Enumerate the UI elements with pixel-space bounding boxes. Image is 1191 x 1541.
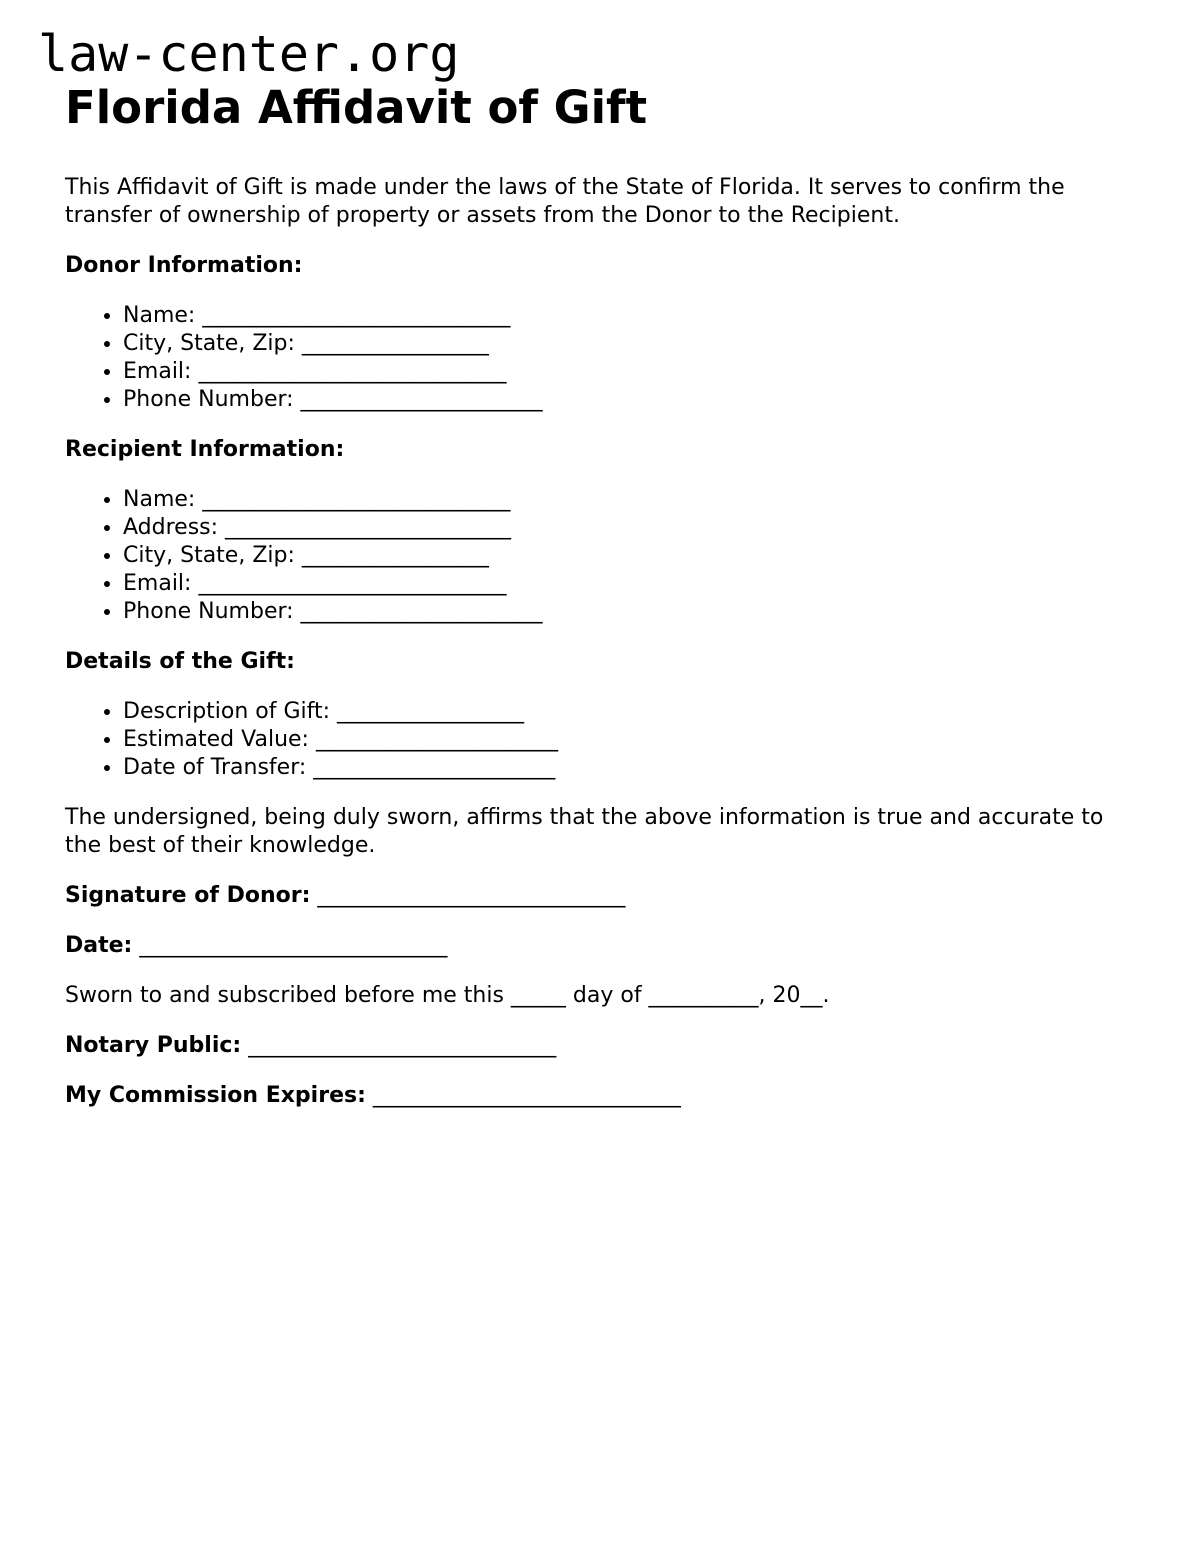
blank-line: ____________________________ bbox=[202, 487, 511, 512]
gift-estimated-value-field bbox=[123, 726, 1125, 754]
blank-line: ____________________________ bbox=[139, 933, 448, 958]
donor-section-heading: Donor Information: bbox=[65, 253, 303, 278]
blank-line: _________________ bbox=[337, 699, 525, 724]
blank-line: ____________________________ bbox=[317, 883, 626, 908]
blank-line: ______________________ bbox=[300, 387, 543, 412]
field-label: Email: bbox=[123, 359, 192, 384]
field-label: Phone Number: bbox=[123, 387, 294, 412]
date-line bbox=[65, 932, 1125, 960]
blank-line: ____________________________ bbox=[198, 359, 507, 384]
commission-expires-line bbox=[65, 1082, 1125, 1110]
donor-fields-list bbox=[65, 302, 1125, 414]
recipient-phone-field bbox=[123, 598, 1125, 626]
field-label: Signature of Donor: bbox=[65, 883, 311, 908]
field-label: Date: bbox=[65, 933, 133, 958]
donor-phone-field bbox=[123, 386, 1125, 414]
gift-description-field bbox=[123, 698, 1125, 726]
site-logo: law-center.org bbox=[38, 25, 460, 83]
field-label: Name: bbox=[123, 303, 196, 328]
blank-line: ____________________________ bbox=[248, 1033, 557, 1058]
notary-public-line bbox=[65, 1032, 1125, 1060]
recipient-name-field bbox=[123, 486, 1125, 514]
blank-line: ______________________ bbox=[315, 727, 558, 752]
blank-line: ______________________ bbox=[300, 599, 543, 624]
blank-line: ______________________ bbox=[313, 755, 556, 780]
field-label: Address: bbox=[123, 515, 219, 540]
signature-of-donor-line bbox=[65, 882, 1125, 910]
gift-fields-list bbox=[65, 698, 1125, 782]
sworn-statement-line: Sworn to and subscribed before me this _____ day of __________, 20__. bbox=[65, 983, 830, 1008]
recipient-address-field bbox=[123, 514, 1125, 542]
field-label: Email: bbox=[123, 571, 192, 596]
page-title: Florida Affidavit of Gift bbox=[65, 81, 648, 134]
blank-line: ____________________________ bbox=[198, 571, 507, 596]
field-label: Estimated Value: bbox=[123, 727, 309, 752]
recipient-email-field bbox=[123, 570, 1125, 598]
field-label: City, State, Zip: bbox=[123, 543, 295, 568]
blank-line: ____________________________ bbox=[372, 1083, 681, 1108]
recipient-fields-list bbox=[65, 486, 1125, 626]
field-label: Phone Number: bbox=[123, 599, 294, 624]
field-label: Description of Gift: bbox=[123, 699, 331, 724]
field-label: Date of Transfer: bbox=[123, 755, 307, 780]
recipient-city-state-zip-field bbox=[123, 542, 1125, 570]
document-page bbox=[38, 25, 1125, 1110]
gift-transfer-date-field bbox=[123, 754, 1125, 782]
donor-email-field bbox=[123, 358, 1125, 386]
affirmation-paragraph: The undersigned, being duly sworn, affirms that the above information is true and accurate to the best of their knowledge. bbox=[65, 805, 1104, 858]
field-label: Notary Public: bbox=[65, 1033, 242, 1058]
intro-paragraph: This Affidavit of Gift is made under the laws of the State of Florida. It serves to confirm the transfer of ownership of property or assets from the Donor to the Recipient. bbox=[65, 175, 1065, 228]
donor-city-state-zip-field bbox=[123, 330, 1125, 358]
donor-name-field bbox=[123, 302, 1125, 330]
gift-section-heading: Details of the Gift: bbox=[65, 649, 295, 674]
blank-line: ____________________________ bbox=[202, 303, 511, 328]
field-label: Name: bbox=[123, 487, 196, 512]
blank-line: _________________ bbox=[301, 331, 489, 356]
field-label: City, State, Zip: bbox=[123, 331, 295, 356]
field-label: My Commission Expires: bbox=[65, 1083, 366, 1108]
blank-line: __________________________ bbox=[225, 515, 512, 540]
blank-line: _________________ bbox=[301, 543, 489, 568]
recipient-section-heading: Recipient Information: bbox=[65, 437, 345, 462]
